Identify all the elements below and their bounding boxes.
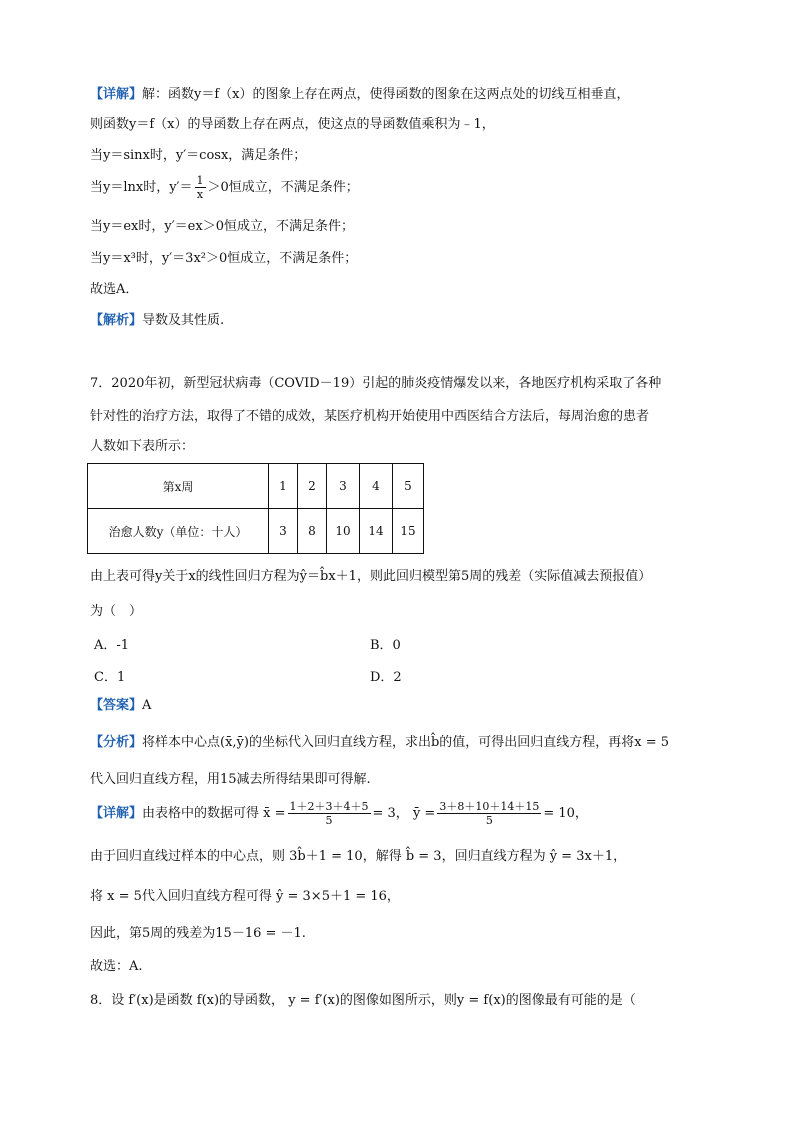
- q7-stem-line-1: 7．2020年初，新型冠状病毒（COVID－19）引起的肺炎疫情爆发以来，各地医疗机构采取了各种: [90, 376, 662, 391]
- fraction-denominator: 5: [437, 813, 541, 827]
- table-header-cured: 治愈人数y（单位：十人）: [88, 509, 269, 554]
- table-cell: 14: [360, 509, 393, 554]
- q6-detail-text-1: 解：函数y＝f（x）的图象上存在两点，使得函数的图象在这两点处的切线互相垂直，: [142, 87, 630, 102]
- table-cell: 5: [393, 464, 424, 509]
- q7-detail-line-1: [90, 800, 588, 827]
- q6-detail-line-5: 当y＝ex时，y′＝ex＞0恒成立，不满足条件；: [90, 219, 354, 234]
- fraction-numerator: 1: [196, 174, 204, 187]
- detail-text-1a: 由表格中的数据可得 x̄ =: [142, 806, 286, 821]
- q6-analysis-text: 导数及其性质.: [142, 313, 225, 328]
- q6-detail-line-7: 故选A．: [90, 282, 139, 297]
- data-table: [87, 463, 424, 554]
- fraction-denominator: 5: [288, 813, 371, 827]
- fraction: [195, 174, 206, 201]
- option-d: D．2: [370, 670, 402, 685]
- q8-stem: 8．设 f′(x)是函数 f(x)的导函数， y = f′(x)的图像如图所示，则y = f(x)的图像最有可能的是（: [90, 993, 636, 1008]
- answer-text: A: [142, 698, 152, 713]
- option-c: C．1: [94, 670, 126, 685]
- q7-analysis-line-1: [90, 734, 669, 752]
- table-row: [88, 464, 424, 509]
- analysis-tag: 【分析】: [90, 735, 143, 750]
- q7-stem-line-3: 人数如下表所示：: [90, 439, 195, 454]
- analysis-text-1: 将样本中心点(x̄,ȳ)的坐标代入回归直线方程，求出b̂的值，可得出回归直线方程，再将x = 5: [142, 735, 670, 750]
- detail-text-1c: = 10，: [543, 806, 588, 821]
- answer-tag: 【答案】: [90, 698, 143, 713]
- table-cell: 10: [327, 509, 360, 554]
- table-cell: 15: [393, 509, 424, 554]
- q6-detail-line-4: [90, 174, 359, 201]
- detail-tag: 【详解】: [90, 806, 143, 821]
- q7-analysis-line-2: 代入回归直线方程，用15减去所得结果即可得解.: [90, 772, 371, 787]
- table-row: [88, 509, 424, 554]
- table-cell: 4: [360, 464, 393, 509]
- table-cell: 1: [269, 464, 298, 509]
- table-header-week: 第x周: [88, 464, 269, 509]
- detail-tag: 【详解】: [90, 87, 143, 102]
- q6-detail-line-6: 当y＝x³时，y′＝3x²＞0恒成立，不满足条件；: [90, 251, 358, 266]
- analysis-tag: 【解析】: [90, 313, 143, 328]
- q6-detail-line-1: [90, 86, 630, 104]
- q7-detail-line-4: 因此，第5周的残差为15－16 = －1.: [90, 926, 306, 941]
- q7-stem-line-5: 为（ ）: [90, 604, 143, 619]
- table-cell: 8: [298, 509, 327, 554]
- q6-detail-line-3: 当y＝sinx时，y′＝cosx，满足条件；: [90, 148, 307, 163]
- table-cell: 3: [327, 464, 360, 509]
- option-b: B．0: [370, 638, 401, 653]
- table-cell: 3: [269, 509, 298, 554]
- table-cell: 2: [298, 464, 327, 509]
- fraction: [288, 800, 371, 827]
- q7-stem-line-2: 针对性的治疗方法，取得了不错的成效，某医疗机构开始使用中西医结合方法后，每周治愈的患者: [90, 409, 650, 424]
- q6-analysis-line: [90, 312, 224, 330]
- q7-stem-line-4: 由上表可得y关于x的线性回归方程为ŷ＝b̂x＋1，则此回归模型第5周的残差（实际值减去预报值）: [90, 569, 652, 584]
- q6-l4-prefix: 当y＝lnx时，y′＝: [90, 180, 193, 195]
- q7-detail-line-3: 将 x = 5代入回归直线方程可得 ŷ = 3×5＋1 = 16，: [90, 889, 400, 904]
- fraction-numerator: 1＋2＋3＋4＋5: [289, 800, 369, 813]
- fraction: [437, 800, 541, 827]
- q7-detail-line-2: 由于回归直线过样本的中心点，则 3b̂＋1 = 10，解得 b̂ = 3，回归直线方程为 ŷ = 3x＋1，: [90, 849, 627, 864]
- detail-text-1b: = 3， ȳ =: [372, 806, 436, 821]
- fraction-numerator: 3＋8＋10＋14＋15: [439, 800, 540, 813]
- q6-detail-line-2: 则函数y＝f（x）的导函数上存在两点，使这点的导函数值乘积为﹣1，: [90, 117, 495, 132]
- fraction-denominator: x: [195, 187, 206, 201]
- q6-l4-suffix: ＞0恒成立，不满足条件；: [207, 180, 359, 195]
- option-a: A．-1: [94, 638, 130, 653]
- q7-detail-line-5: 故选：A.: [90, 959, 143, 974]
- q7-answer-line: [90, 697, 151, 715]
